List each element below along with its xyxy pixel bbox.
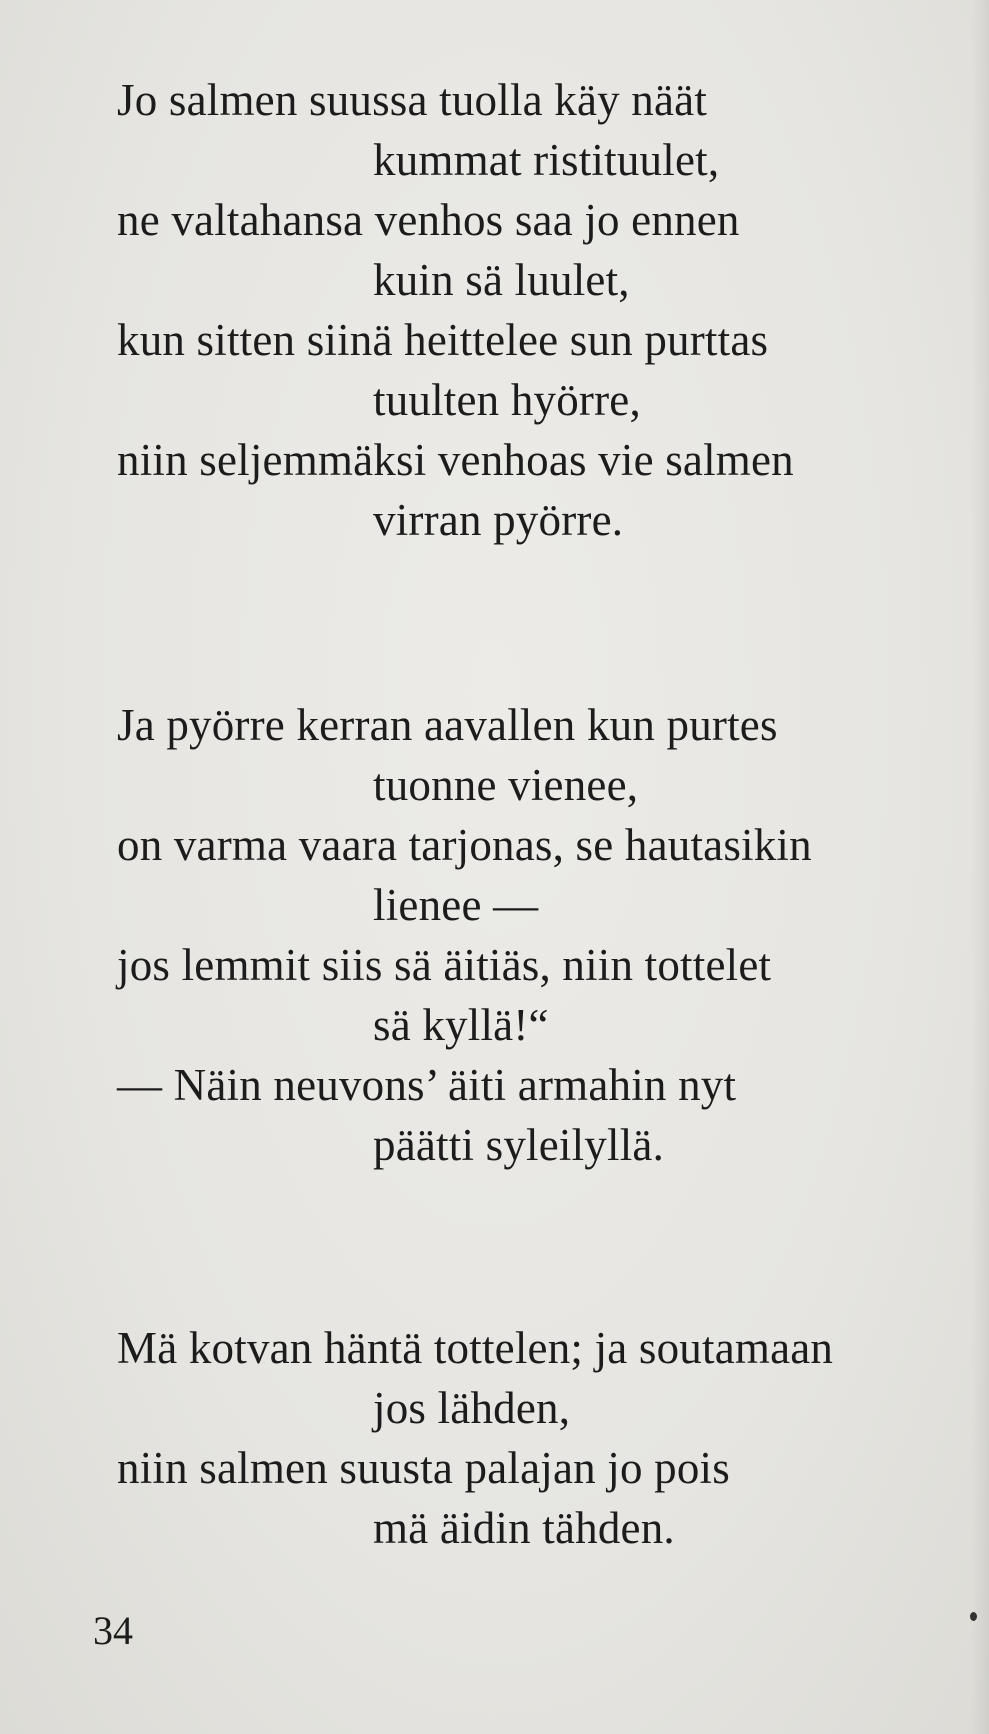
poem-line: ne valtahansa venhos saa jo ennen [117,195,740,245]
poem-line: mä äidin tähden. [373,1503,675,1553]
poem-line: tuonne vienee, [373,760,639,810]
poem-line: sä kyllä!“ [373,1000,549,1050]
poem-line: Mä kotvan häntä tottelen; ja soutamaan [117,1323,834,1373]
poem-line: päätti syleilyllä. [373,1120,665,1170]
print-speck [970,1612,977,1621]
poem-line: tuulten hyörre, [373,375,641,425]
poem-line: kummat ristituulet, [373,135,720,185]
poem-line: jos lemmit siis sä äitiäs, niin tottelet [117,940,772,990]
poem-line: jos lähden, [373,1383,571,1433]
poem-line: kuin sä luulet, [373,255,630,305]
poem-line: Jo salmen suussa tuolla käy näät [117,75,708,125]
poem-line: on varma vaara tarjonas, se hautasikin [117,820,812,870]
poem-line: lienee — [373,880,539,930]
poem-line: virran pyörre. [373,495,624,545]
poem-line: niin seljemmäksi venhoas vie salmen [117,435,794,485]
page-number: 34 [93,1608,133,1653]
poem-line: — Näin neuvons’ äiti armahin nyt [117,1060,737,1110]
poem-line: Ja pyörre kerran aavallen kun purtes [117,700,778,750]
poem-line: niin salmen suusta palajan jo pois [117,1443,730,1493]
poem-line: kun sitten siinä heittelee sun purttas [117,315,769,365]
page-edge-shadow [971,0,989,1734]
